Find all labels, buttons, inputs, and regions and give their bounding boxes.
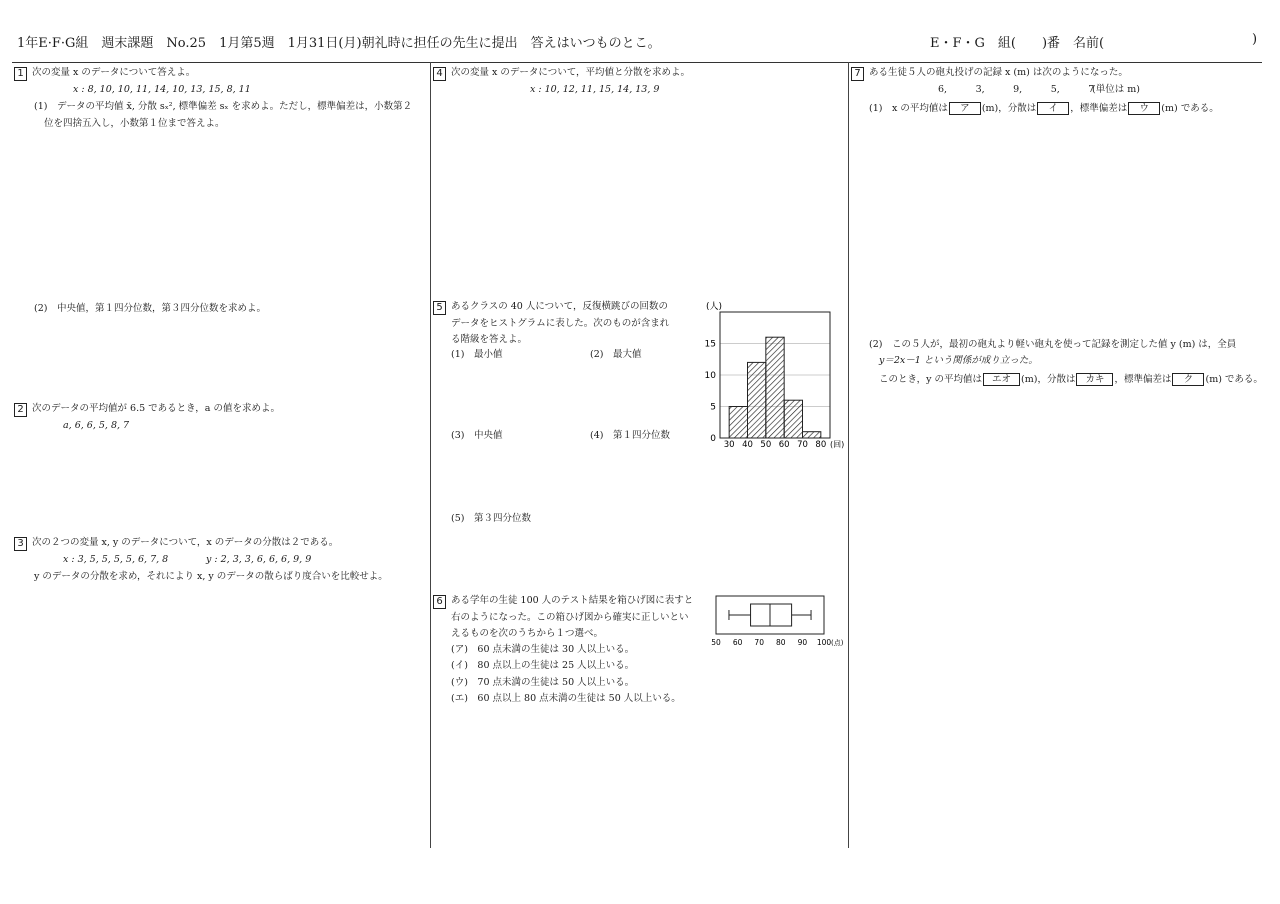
problem-7-data: 6, 3, 9, 5, 7 xyxy=(938,84,1095,95)
header-rule xyxy=(12,62,1262,63)
boxplot-x-tick: 100 xyxy=(816,638,832,647)
problem-6-line-1: 6 ある学年の生徒 100 人のテスト結果を箱ひげ図に表すと xyxy=(433,595,693,609)
histogram-x-tick: 30 xyxy=(723,440,735,450)
histogram-x-tick: 50 xyxy=(760,440,772,450)
histogram-x-label: (回) xyxy=(830,440,845,449)
histogram-x-tick: 60 xyxy=(778,440,790,450)
answer-box-i[interactable]: イ xyxy=(1037,102,1069,115)
problem-1-question-1a: (1) データの平均値 x̄, 分散 sₓ², 標準偏差 sₓ を求めよ。ただし，標準偏差は，小数第２ xyxy=(34,101,413,112)
problem-4-prompt: 4 次の変量 x のデータについて，平均値と分散を求めよ。 xyxy=(433,67,690,81)
problem-3-question: y のデータの分散を求め，それにより x, y のデータの散らばり度合いを比較せよ。 xyxy=(34,571,388,582)
histogram-bar xyxy=(784,400,802,438)
histogram-y-tick: 15 xyxy=(704,339,716,350)
problem-5-line-1: 5 あるクラスの 40 人について，反復横跳びの回数の xyxy=(433,301,668,315)
column-divider-2 xyxy=(848,62,849,848)
boxplot-box xyxy=(751,604,792,626)
histogram-chart xyxy=(702,300,852,450)
problem-number-1: 1 xyxy=(14,67,27,81)
problem-number-5: 5 xyxy=(433,301,446,315)
problem-5-line-2: データをヒストグラムに表した。次のものが含まれ xyxy=(451,318,670,329)
problem-7-question-2-line-2: y＝2x－1 という関係が成り立った。 xyxy=(879,355,1038,366)
problem-1-question-1b: 位を四捨五入し，小数第１位まで答えよ。 xyxy=(44,118,225,129)
problem-6-line-3: えるものを次のうちから１つ選べ。 xyxy=(451,628,604,639)
histogram-y-tick: 5 xyxy=(710,402,716,413)
problem-3-prompt: 3 次の２つの変量 x, y のデータについて，x のデータの分散は２である。 xyxy=(14,537,338,551)
column-divider-1 xyxy=(430,62,431,848)
problem-5-q4: (4) 第１四分位数 xyxy=(590,430,670,441)
problem-5-line-3: る階級を答えよ。 xyxy=(451,334,528,345)
boxplot-x-tick: 50 xyxy=(711,638,721,647)
answer-box-eo[interactable]: エオ xyxy=(983,373,1020,386)
problem-number-2: 2 xyxy=(14,403,27,417)
name-field-close: ) xyxy=(1252,32,1258,47)
problem-number-3: 3 xyxy=(14,537,27,551)
problem-5-q3: (3) 中央値 xyxy=(451,430,503,441)
boxplot-x-tick: 80 xyxy=(776,638,786,647)
problem-6-line-2: 右のようになった。この箱ひげ図から確実に正しいとい xyxy=(451,612,689,623)
boxplot-x-tick: 90 xyxy=(797,638,808,647)
problem-3-data-y: y : 2, 3, 3, 6, 6, 6, 9, 9 xyxy=(206,554,312,565)
problem-7-prompt: 7 ある生徒５人の砲丸投げの記録 x (m) は次のようになった。 xyxy=(851,67,1128,81)
problem-5-q5: (5) 第３四分位数 xyxy=(451,513,531,524)
problem-number-7: 7 xyxy=(851,67,864,81)
histogram-bar xyxy=(803,432,821,438)
histogram-y-label: (人) xyxy=(706,302,723,312)
problem-number-4: 4 xyxy=(433,67,446,81)
problem-7-unit: (単位は m) xyxy=(1092,84,1140,95)
problem-4-data: x : 10, 12, 11, 15, 14, 13, 9 xyxy=(530,84,660,95)
answer-box-ku[interactable]: ク xyxy=(1172,373,1204,386)
histogram-x-tick: 70 xyxy=(797,440,808,450)
problem-6-option-a: (ア) 60 点未満の生徒は 30 人以上いる。 xyxy=(451,644,635,655)
boxplot-x-tick: 60 xyxy=(732,638,743,647)
problem-3-data-x: x : 3, 5, 5, 5, 5, 6, 7, 8 xyxy=(63,554,169,565)
problem-1-question-2: (2) 中央値，第１四分位数，第３四分位数を求めよ。 xyxy=(34,303,266,314)
name-field-label: E・F・G 組( )番 名前( xyxy=(930,36,1105,51)
histogram-y-tick: 0 xyxy=(710,434,716,444)
problem-7-question-2-line-1: (2) この５人が，最初の砲丸より軽い砲丸を使って記録を測定した値 y (m) は，全員 xyxy=(869,339,1237,350)
boxplot-chart xyxy=(710,594,845,649)
problem-2-prompt: 2 次のデータの平均値が 6.5 であるとき，a の値を求めよ。 xyxy=(14,403,280,417)
answer-box-a[interactable]: ア xyxy=(949,102,981,115)
histogram-y-tick: 10 xyxy=(704,371,716,381)
histogram-bar xyxy=(766,337,784,438)
problem-6-option-d: (エ) 60 点以上 80 点未満の生徒は 50 人以上いる。 xyxy=(451,693,681,704)
problem-2-data: a, 6, 6, 5, 8, 7 xyxy=(63,420,130,431)
histogram-bar xyxy=(748,362,766,438)
histogram-bar xyxy=(729,407,747,439)
problem-6-option-c: (ウ) 70 点未満の生徒は 50 人以上いる。 xyxy=(451,677,635,688)
problem-number-6: 6 xyxy=(433,595,446,609)
problem-1-data: x : 8, 10, 10, 11, 14, 10, 13, 15, 8, 11 xyxy=(73,84,251,95)
problem-1-prompt: 1 次の変量 x のデータについて答えよ。 xyxy=(14,67,195,81)
worksheet-title: 1年E·F·G組 週末課題 No.25 1月第5週 1月31日(月)朝礼時に担任の先生に提出 答えはいつものとこ。 xyxy=(17,36,661,51)
problem-7-question-1: (1) x の平均値は ア (m)，分散は イ ，標準偏差は ウ (m) である。 xyxy=(869,103,1219,114)
boxplot-x-tick: 70 xyxy=(754,638,764,647)
problem-5-q2: (2) 最大値 xyxy=(590,349,642,360)
problem-6-option-b: (イ) 80 点以上の生徒は 25 人以上いる。 xyxy=(451,660,635,671)
histogram-x-tick: 80 xyxy=(815,440,827,450)
answer-box-kaki[interactable]: カキ xyxy=(1076,373,1113,386)
problem-7-question-2-line-3: このとき，y の平均値は エオ (m)，分散は カキ ，標準偏差は ク (m) である。 xyxy=(879,374,1263,385)
boxplot-x-unit: (点) xyxy=(831,639,844,647)
answer-box-u[interactable]: ウ xyxy=(1128,102,1160,115)
histogram-x-tick: 40 xyxy=(742,440,753,450)
problem-5-q1: (1) 最小値 xyxy=(451,349,503,360)
